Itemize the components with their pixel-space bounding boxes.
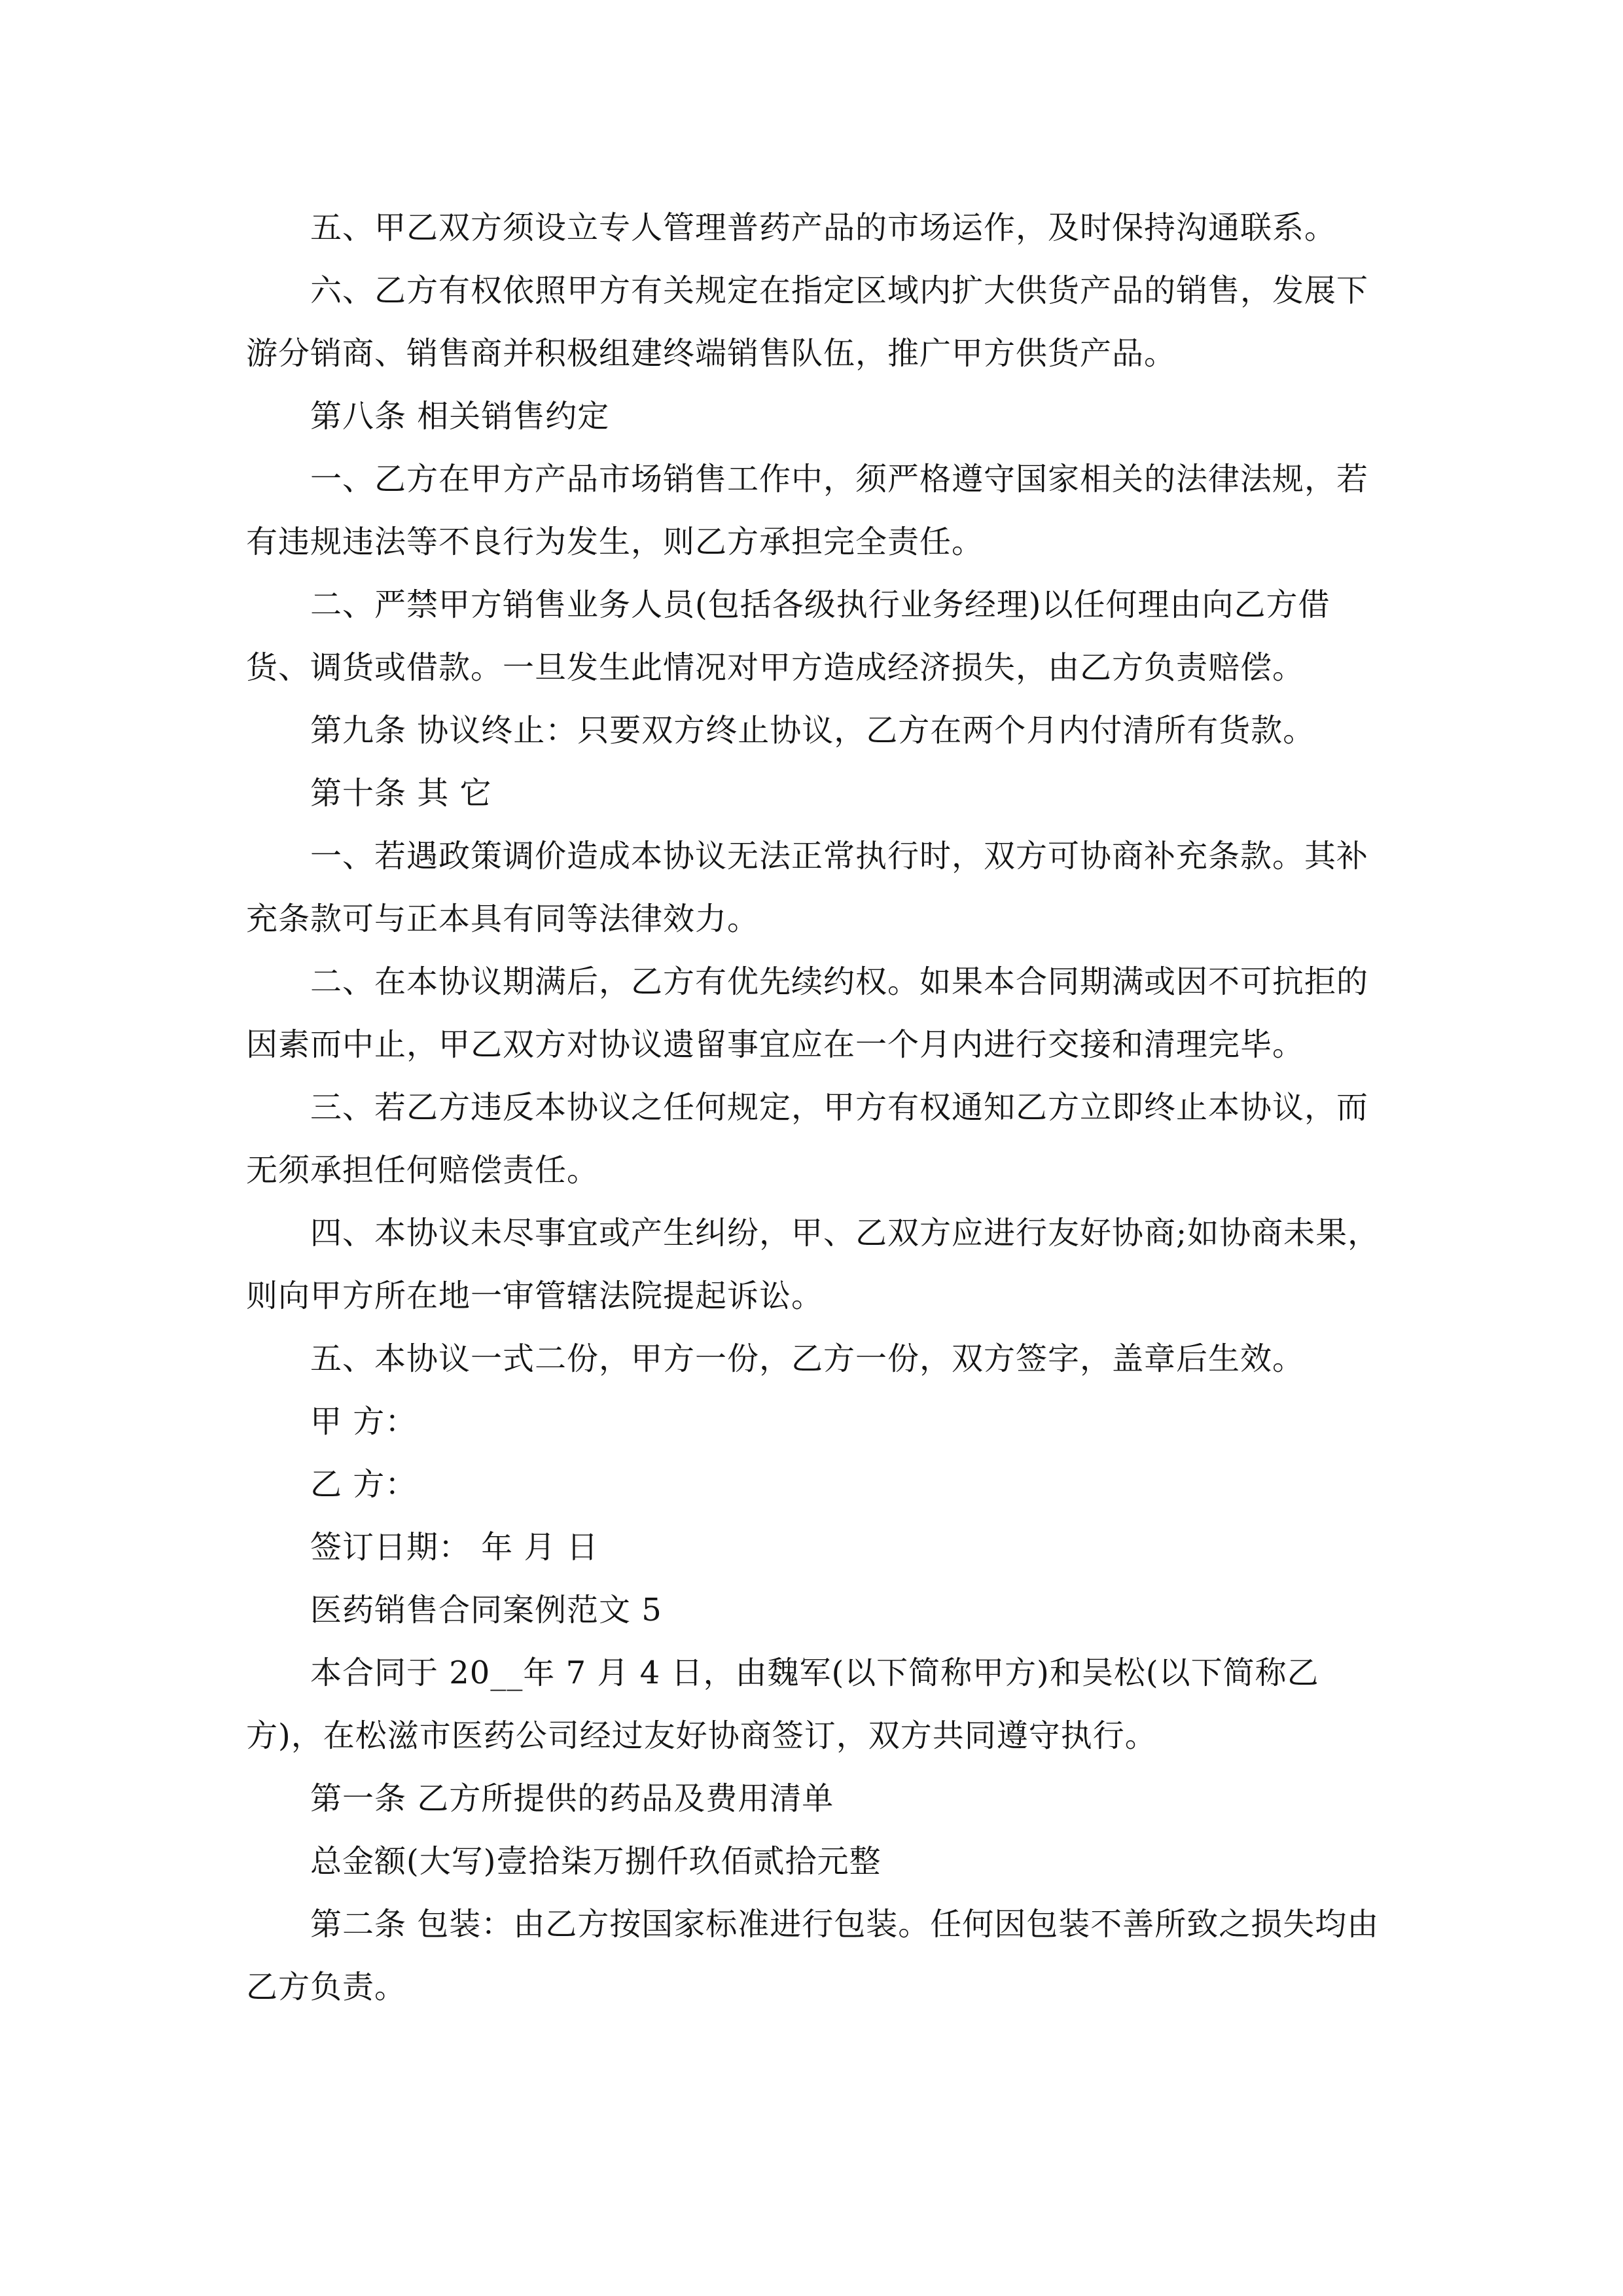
article-8-clause-2: 二、严禁甲方销售业务人员(包括各级执行业务经理)以任何理由向乙方借货、调货或借款。一旦发生此情况对甲方造成经济损失，由乙方负责赔偿。 <box>246 586 1330 686</box>
article-1-heading: 第一条 乙方所提供的药品及费用清单 <box>310 1780 834 1817</box>
contract-preamble: 本合同于 20__年 7 月 4 日，由魏军(以下简称甲方)和吴松(以下简称乙方)，在松滋市医药公司经过友好协商签订，双方共同遵守执行。 <box>246 1655 1319 1754</box>
article-10-clause-3: 三、若乙方违反本协议之任何规定，甲方有权通知乙方立即终止本协议，而无须承担任何赔偿责任。 <box>246 1089 1369 1189</box>
article-8-clause-1: 一、乙方在甲方产品市场销售工作中，须严格遵守国家相关的法律法规，若有违规违法等不良行为发生，则乙方承担完全责任。 <box>246 461 1369 560</box>
clause-5-contact: 五、甲乙双方须设立专人管理普药产品的市场运作，及时保持沟通联系。 <box>310 209 1337 246</box>
party-b-signature-line: 乙 方： <box>310 1466 418 1503</box>
party-a-signature-line: 甲 方： <box>310 1403 418 1440</box>
article-2-packaging: 第二条 包装：由乙方按国家标准进行包装。任何因包装不善所致之损失均由乙方负责。 <box>246 1906 1380 2005</box>
article-9-termination: 第九条 协议终止：只要双方终止协议，乙方在两个月内付清所有货款。 <box>310 712 1315 749</box>
clause-6-sales-expansion: 六、乙方有权依照甲方有关规定在指定区域内扩大供货产品的销售，发展下游分销商、销售商并积极组建终端销售队伍，推广甲方供货产品。 <box>246 272 1369 372</box>
article-10-heading: 第十条 其 它 <box>310 775 492 812</box>
article-10-clause-2: 二、在本协议期满后，乙方有优先续约权。如果本合同期满或因不可抗拒的因素而中止，甲乙双方对协议遗留事宜应在一个月内进行交接和清理完毕。 <box>246 963 1369 1063</box>
article-8-heading: 第八条 相关销售约定 <box>310 398 610 435</box>
article-10-clause-1: 一、若遇政策调价造成本协议无法正常执行时，双方可协商补充条款。其补充条款可与正本具有同等法律效力。 <box>246 838 1369 937</box>
document-body <box>246 196 1385 2018</box>
article-10-clause-4: 四、本协议未尽事宜或产生纠纷，甲、乙双方应进行友好协商;如协商未果，则向甲方所在地一审管辖法院提起诉讼。 <box>246 1215 1380 1314</box>
total-amount-line: 总金额(大写)壹拾柒万捌仟玖佰贰拾元整 <box>310 1843 882 1880</box>
signing-date-line: 签订日期： 年 月 日 <box>310 1529 599 1566</box>
article-10-clause-5: 五、本协议一式二份，甲方一份，乙方一份，双方签字，盖章后生效。 <box>310 1340 1305 1377</box>
sample-title: 医药销售合同案例范文 5 <box>310 1592 662 1628</box>
